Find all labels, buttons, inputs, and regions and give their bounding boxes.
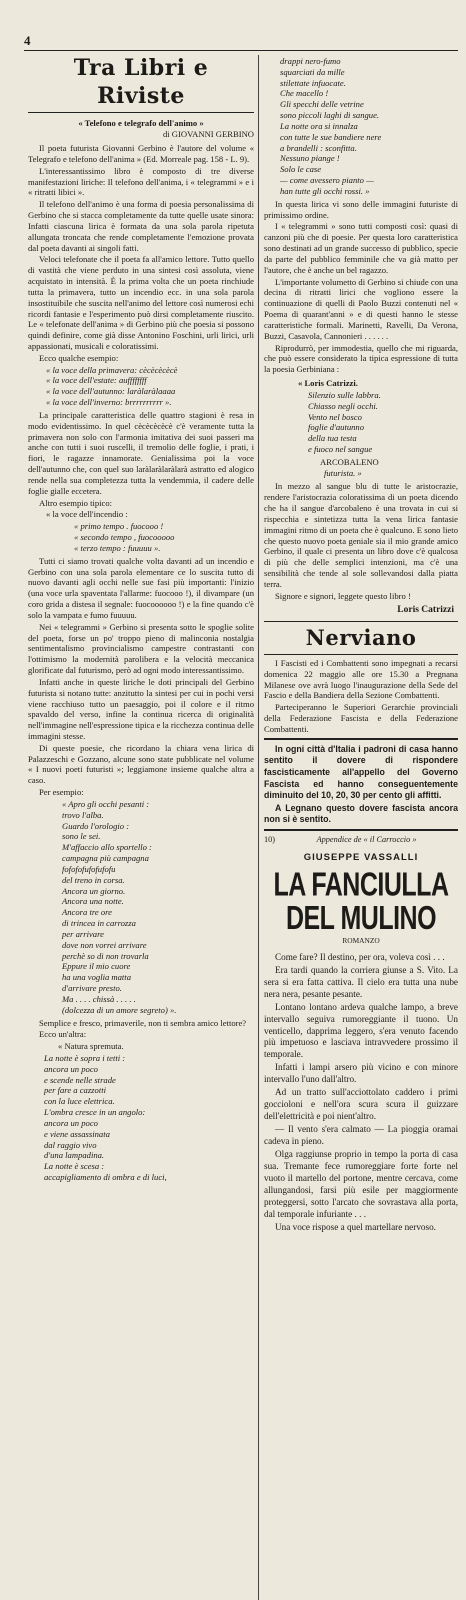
- poem-line: « primo tempo . fuocooo !: [74, 521, 164, 532]
- poem-line: squarciati da mille: [280, 66, 345, 77]
- poem-line: La notte ora si innalza: [280, 120, 358, 131]
- poem2-head: « Natura spremuta.: [58, 1041, 124, 1052]
- poem-line: stilettate infuocate.: [280, 77, 346, 88]
- poem-line: ha una voglia matta: [62, 972, 131, 983]
- divider: [264, 621, 458, 622]
- poem-line: « Apro gli occhi pesanti :: [62, 798, 150, 809]
- poem-line: sono le sei.: [62, 831, 101, 842]
- novel-author: GIUSEPPE VASSALLI: [303, 851, 419, 863]
- poem-line: campagna più campagna: [62, 853, 149, 864]
- paragraph: La principale caratteristica delle quattro stagioni è resa in modo evidentissimo. In quel cècècècècè c'è veramente tutta la primavera non solo con l'armonia imitativa dei suoi passeri ma anche con tutti i suoi ruscelli, il tremolio delle foglie, i prati, i fiori, le ragazze innamorate. Genialissima poi la voce dell'autunno che, con quel suo laràlaràlaràlarà astratto ed alogico rende nella sua completezza tutta la vendemmia, il cadere delle foglie gialle eccetera.: [28, 409, 254, 496]
- poem-line: a brandelli : sconfitta.: [280, 142, 357, 153]
- paragraph: Il poeta futurista Giovanni Gerbino è l'autore del volume « Telegrafo e telefono dell'anima » (Ed. Morreale pag. 158 - L. 9).: [28, 143, 254, 164]
- poem-line: Vento nel bosco: [308, 411, 362, 422]
- poem-line: della tua testa: [308, 433, 357, 444]
- paragraph: Tutti ci siamo trovati qualche volta davanti ad un incendio e Gerbino con una sola parola elementare ce lo suscita tutto di nuovo davanti agli occhi nelle sue fasi più importanti: l'inizio (una voce urla spaventata l'allarme: fuocooo !), il divampare (un coro grida a distesa il segnale: fuocoooooo !) e la fine quando c'è solo la vampata e fumo fuuuuu.: [28, 555, 254, 620]
- paragraph: I Fascisti ed i Combattenti sono impegnati a recarsi domenica 22 maggio alle ore 15.30 a Pregnana Milanese ove avrà luogo l'inaugurazione della Sede del Fascio e della Bandiera della Sezione Combattenti.: [264, 658, 458, 701]
- divider: [264, 738, 458, 740]
- paragraph: Di queste poesie, che ricordano la chiara vena lirica di Palazzeschi e Gozzano, alcune sono state pubblicate nel volume « I nuovi poeti futuristi »; leggiamone insieme qualche altra a caso.: [28, 742, 254, 786]
- poem-line: Ancora tre ore: [62, 907, 112, 918]
- poem-line: Chiasso negli occhi.: [308, 400, 378, 411]
- paragraph: Altro esempio tipico:: [39, 497, 113, 508]
- poem-line: « secondo tempo , fuocooooo: [74, 532, 175, 543]
- poem-line: d'una lampadina.: [44, 1150, 105, 1161]
- paragraph: Era tardi quando la corriera giunse a S. Vito. La sera si era fatta cattiva. Il cielo era tutta una nube nera nera, pesante pesante.: [264, 964, 458, 999]
- article-title: « Telefono e telegrafo dell'animo »: [78, 118, 204, 129]
- paragraph: I « telegrammi » sono tutti composti così: quasi di canzoni più che di poesie. Per questa loro caratteristica sono destinati ad un grande successo di pubblico, specie da parte del pubblico femminile che va già matto per l'autore, che è anche un bel ragazzo.: [264, 221, 458, 275]
- poem-line: dove non vorrei arrivare: [62, 939, 147, 950]
- section-title: Tra Libri e Riviste: [28, 55, 254, 113]
- page-number: 4: [24, 33, 31, 48]
- poem-line: (dolcezza di un amore segreto) ».: [62, 1004, 177, 1015]
- poem-line: M'affaccio allo sportello :: [62, 842, 152, 853]
- paragraph: L'interessantissimo libro è composto di tre diverse manifestazioni liriche: Il telefono dell'anima, i « telegrammi » e i « ritratti libici ».: [28, 165, 254, 198]
- futurista-word: futurista. »: [324, 467, 362, 478]
- notice-paragraph: In ogni città d'Italia i padroni di casa hanno sentito il dovere di rispondere fascisticamente all'appello del Governo Fascista ed hanno conseguentemente diminuito del 10, 20, 30 per cento gli affitti.: [264, 743, 458, 801]
- column-divider: [258, 55, 259, 1600]
- paragraph: Parteciperanno le Superiori Gerarchie provinciali della Federazione Fascista e della Federazione Combattenti.: [264, 702, 458, 734]
- paragraph: Ecco qualche esempio:: [39, 352, 119, 363]
- voices-list: [46, 365, 254, 408]
- poem-line: Ma . . . . chissà . . . . .: [62, 993, 136, 1004]
- right-column: [264, 55, 458, 1235]
- paragraph: Infatti i lampi arsero più vicino e con minore intervallo l'uno dall'altro.: [264, 1062, 458, 1085]
- poem-line: Guardo l'orologio :: [62, 820, 130, 831]
- incendio-head: « la voce dell'incendio :: [46, 509, 128, 520]
- poem-line: han tutte gli occhi rossi. »: [280, 185, 370, 196]
- poem-line: dal raggio vivo: [44, 1139, 97, 1150]
- paragraph: Olga raggiunse proprio in tempo la porta di casa sua. Tremante fece rumoreggiare forte forte nel vuoto il martello del portone, mentre cercava, come allungandosi, farsi più esile per maggiormente proteggersi, sotto l'arcato che sovrastava alla porta, dal temporale infuriante . . .: [264, 1149, 458, 1219]
- poem-line: Solo le case: [280, 164, 322, 175]
- poem-line: per fare a cazzotti: [44, 1085, 106, 1096]
- divider: [264, 654, 458, 655]
- paragraph: Veloci telefonate che il poeta fa all'amico lettore. Tutto quello di vastità che viene perduto in una sintesi così assoluta, viene acquistato in intensità. È la prima volta che un poeta rinchiude tutta la primavera, tutto un incendio ecc. in una sola parola insostituibile che suscita nell'animo del lettore così numerosi echi ricordi fantasie e l'esperimento può dirsi completamente riuscito. Le « telefonate dell'anima » di Gerbino più che poesia si possono quindi definire, come già disse Antonino Foschini, urli lirici, urli appassionati, musicali e coloratissimi.: [28, 254, 254, 351]
- poem-line: Ancora un giorno.: [62, 885, 126, 896]
- paragraph: Infatti anche in queste liriche le doti principali del Gerbino futurista si notano tutte: anzitutto la sintesi per cui in pochi versi viene racchiuso tutto un paesaggio, poi il colore e il ritmo spavaldo del verso, infine la continua ricerca di originalità nell'immagine nell'espressione tipica e la ricchezza continua delle immagini stesse.: [28, 676, 254, 741]
- poem-line: d'arrivare presto.: [62, 983, 122, 994]
- portrait-name: « Loris Catrizzi.: [298, 378, 358, 389]
- voice-line: « la voce della primavera: cècècècècè: [46, 364, 178, 375]
- appendix-caption: Appendice de « il Carroccio »: [316, 835, 417, 845]
- voice-line: « la voce dell'autunno: laràlaràlaaaa: [46, 386, 176, 397]
- arcobaleno-word: ARCOBALENO: [320, 456, 379, 467]
- paragraph: In questa lirica vi sono delle immagini futuriste di primissimo ordine.: [264, 198, 458, 220]
- poem-line: — come avessero pianto —: [280, 175, 374, 186]
- poem-line: La notte è scesa :: [44, 1161, 105, 1172]
- poem-line: con la luce elettrica.: [44, 1096, 115, 1107]
- poem-line: accapigliamento di ombra e di luci,: [44, 1172, 167, 1183]
- poem-line: « terzo tempo : fuuuuu ».: [74, 542, 161, 553]
- novel-subtitle: ROMANZO: [342, 936, 380, 946]
- paragraph: In mezzo al sangue blu di tutte le aristocrazie, rendere l'aristocrazia coloratissima di un poeta dicendo che ha il sangue d'arcobaleno è una trovata in cui si rispecchia e sintetizza tutta la vena lirica fantasie immagini ritmo di un poeta che è qualcuno. E sono lieto che questo nuovo poeta geniale sia il mio grande amico Gerbino, il quale ci presenta un libro dove c'è qualcosa di più che delle semplici intenzioni, ma c'è una sensibilità che tende al sole sollevandosi dalla piatta terra.: [264, 481, 458, 589]
- poem-line: perchè so di non trovarla: [62, 950, 149, 961]
- poem-line: La notte è sopra i tetti :: [44, 1053, 126, 1063]
- top-rule: [24, 50, 458, 51]
- notice-paragraph: A Legnano questo dovere fascista ancora non si è sentito.: [264, 802, 458, 825]
- poem-line: per arrivare: [62, 928, 104, 939]
- portrait-poem: [308, 390, 458, 455]
- poem-line: ancora un poco: [44, 1117, 98, 1128]
- poem-line: L'ombra cresce in un angolo:: [44, 1107, 146, 1118]
- poem-line: Ancora una notte.: [62, 896, 124, 907]
- poem-line: drappi nero-fumo: [280, 56, 341, 66]
- poem-train: [62, 799, 254, 1016]
- poem-line: e viene assassinata: [44, 1128, 110, 1139]
- poem-line: ancora un poco: [44, 1063, 98, 1074]
- paragraph: Per esempio:: [39, 787, 84, 798]
- poem-line: Gli specchi delle vetrine: [280, 99, 364, 110]
- paragraph: Nei « telegrammi » Gerbino si presenta sotto le spoglie solite del poeta, forse un po' troppo pieno di malinconia nostalgia sentimentalismo provincialismo campestre contrastanti con l'ottimismo la modernità parolibera e la velocità meccanica glorificate dal futurismo, però ad ogni modo interessantissimo.: [28, 621, 254, 676]
- voice-line: « la voce dell'estate: auffffffff: [46, 375, 147, 386]
- paragraph: Come fare? Il destino, per ora, voleva così . . .: [275, 951, 445, 962]
- divider: [264, 829, 458, 831]
- poem-line: foglie d'autunno: [308, 422, 365, 433]
- article-byline: di GIOVANNI GERBINO: [162, 129, 254, 140]
- appendix-line: [264, 835, 458, 845]
- poem-night: [44, 1053, 254, 1183]
- paragraph: — Il vento s'era calmato — La pioggia oramai cadeva in pieno.: [264, 1124, 458, 1147]
- poem-line: Nessuno piange !: [280, 153, 340, 164]
- paragraph: Una voce rispose a quel martellare nervoso.: [275, 1221, 436, 1232]
- poem-line: con tutte le sue bandiere nere: [280, 131, 382, 142]
- novel-text: [264, 952, 458, 1234]
- paragraph: Ecco un'altra:: [39, 1029, 87, 1040]
- voice-line: « la voce dell'inverno: brrrrrrrrrr ».: [46, 397, 172, 408]
- left-column: [28, 55, 254, 1185]
- appendix-number: 10): [264, 835, 276, 845]
- poem-line: trovo l'alba.: [62, 809, 104, 820]
- paragraph: Ad un tratto sull'acciottolato caddero i primi goccioloni e nell'ora scura scura il guizzare dell'elettricità e poi nient'altro.: [264, 1087, 458, 1122]
- paragraph: Signore e signori, leggete questo libro !: [275, 590, 411, 601]
- poem-night-continued: [280, 56, 458, 197]
- poem-line: Eppure il mio cuore: [62, 961, 131, 972]
- poem-line: e fuoco nel sangue: [308, 443, 373, 454]
- paragraph: Riprodurrò, per immodestia, quello che mi riguarda, che può essere considerato la tipica espressione di tutta la poesia Gerbiniana :: [264, 342, 458, 375]
- paragraph: Semplice e fresco, primaverile, non ti sembra amico lettore?: [39, 1017, 247, 1028]
- poem-line: fofofofufofufofu: [62, 863, 116, 874]
- paragraph: L'importante volumetto di Gerbino si chiude con una decina di ritratti lirici che vogliono essere la continuazione di quelli di Paolo Buzzi contenuti nel « Poema di quarant'anni » e di questi hanno le stesse caratteristiche formali. Marinetti, Ravelli, Da Verona, Buzzi, Casavola, Cannonieri . . . . . .: [264, 276, 458, 341]
- paragraph: Il telefono dell'animo è una forma di poesia personalissima di Gerbino che si stacca completamente da tutte quelle usate sinora: Infatti ciascuna lirica è formata da una sola parola ripetuta allungata troncata che rende completamente l'emozione provata dal poeta davanti ai singoli fatti.: [28, 199, 254, 253]
- signature: Loris Catrizzi: [397, 604, 454, 615]
- novel-title: LA FANCIULLA DEL MULINO: [273, 866, 449, 938]
- incendio-poem: [74, 521, 254, 553]
- paragraph: Lontano lontano ardeva qualche lampo, a breve intervallo seguiva rumoreggiante il tuono. Un venticello, dapprima leggero, s'era venuto facendo più impetuoso e lasciava intravvedere prossimo il temporale.: [264, 1001, 458, 1060]
- poem-line: e scende nelle strade: [44, 1074, 116, 1085]
- rent-notice: [264, 744, 458, 826]
- poem-line: Che macello !: [280, 88, 329, 99]
- nerviano-heading: Nerviano: [305, 624, 417, 650]
- poem-line: di trincea in carrozza: [62, 918, 136, 929]
- poem-line: Silenzio sulle labbra.: [308, 389, 381, 400]
- poem-line: sono piccoli laghi di sangue.: [280, 110, 380, 121]
- poem-line: del treno in corsa.: [62, 874, 125, 885]
